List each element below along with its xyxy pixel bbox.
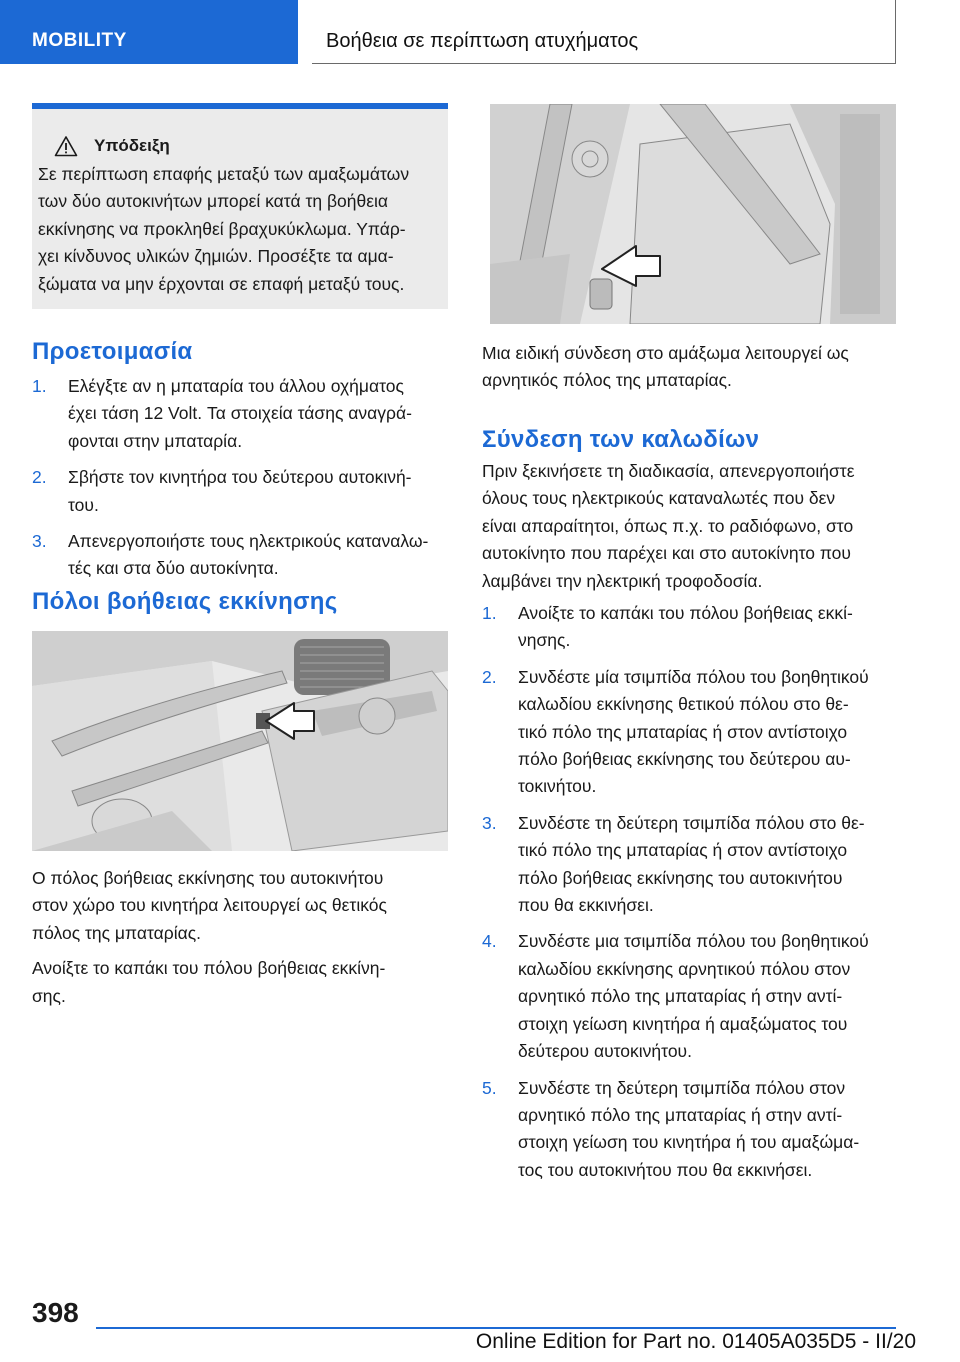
list-item [32,528,448,583]
note-header [54,135,170,157]
step-number: 1. [482,603,497,623]
text-line: αυτοκίνητο που παρέχει και στο αυτοκίνητο που [482,543,851,564]
preparation-heading: Προετοιμασία [32,338,193,365]
step-line: πόλο βοήθειας εκκίνησης του αυτοκινήτου [518,867,843,888]
ground-point-description [482,340,896,395]
step-line: πόλο βοήθειας εκκίνησης του δεύτερου αυ- [518,749,851,770]
text-line: αρνητικός πόλος της μπαταρίας. [482,370,732,391]
footer-divider [96,1327,896,1329]
step-line: του. [68,494,99,515]
step-line: τές και στα δύο αυτοκίνητα. [68,558,279,579]
list-item [482,1075,896,1185]
step-line: νησης. [518,630,571,651]
note-line: Σε περίπτωση επαφής μεταξύ των αμαξωμάτων [38,164,410,184]
step-line: Συνδέστε μια τσιμπίδα πόλου του βοηθητικού [518,931,869,952]
list-item [482,600,896,655]
text-line: Ανοίξτε το καπάκι του πόλου βοήθειας εκκίνη- [32,958,386,979]
section-tab-label: MOBILITY [32,30,127,51]
engine-bay-ground-point-photo [490,104,896,324]
step-line: τικό πόλο της μπαταρίας ή στον αντίστοιχο [518,721,848,742]
step-line: καλωδίου εκκίνησης αρνητικού πόλου στον [518,958,851,979]
step-line: στοιχη γείωση κινητήρα ή αμαξώματος του [518,1013,848,1034]
note-line: ξώματα να μην έρχονται σε επαφή μεταξύ τους. [38,273,405,294]
step-line: Συνδέστε τη δεύτερη τσιμπίδα πόλου στον [518,1077,846,1098]
text-line: όλους τους ηλεκτρικούς καταναλωτές που δεν [482,488,836,509]
note-line: χει κίνδυνος υλικών ζημιών. Προσέξτε τα αμα- [38,246,394,267]
jump-points-description [32,865,448,1010]
step-line: Σβήστε τον κινητήρα του δεύτερου αυτοκινή- [68,467,412,488]
step-line: στοιχη γείωση του κινητήρα ή του αμαξώμα- [518,1132,860,1153]
note-box [32,103,448,309]
text-line: Μια ειδική σύνδεση στο αμάξωμα λειτουργεί ως [482,343,849,363]
jump-points-heading: Πόλοι βοήθειας εκκίνησης [32,588,338,615]
step-line: αρνητικό πόλο της μπαταρίας ή στην αντί- [518,986,843,1007]
edition-text: Online Edition for Part no. 01405A035D5 - II/20 [475,1330,916,1353]
preparation-steps [32,373,448,583]
step-number: 1. [32,376,47,396]
chapter-title: Βοήθεια σε περίπτωση ατυχήματος [326,30,639,52]
text-line: Πριν ξεκινήσετε τη διαδικασία, απενεργοποιήστε [482,461,855,481]
engine-bay-positive-terminal-photo [32,631,448,851]
list-item [482,664,896,801]
step-line: Συνδέστε τη δεύτερη τσιμπίδα πόλου στο θε- [518,812,865,833]
step-line: που θα εκκινήσει. [518,895,654,916]
step-number: 5. [482,1077,497,1098]
step-number: 2. [32,467,47,488]
step-line: τοκινήτου. [518,776,597,797]
note-line: των δύο αυτοκινήτων μπορεί κατά τη βοήθεια [38,191,389,212]
step-line: αρνητικό πόλο της μπαταρίας ή στην αντί- [518,1104,843,1125]
note-line: εκκίνησης να προκληθεί βραχυκύκλωμα. Υπάρ- [38,218,406,239]
step-line: Απενεργοποιήστε τους ηλεκτρικούς καταναλω- [68,531,429,552]
list-item [32,373,448,455]
step-number: 3. [482,812,497,833]
paragraph [482,458,896,595]
step-line: έχει τάση 12 Volt. Τα στοιχεία τάσης αναγρά- [68,403,412,424]
note-title: Υπόδειξη [94,136,170,155]
step-number: 3. [32,531,47,552]
step-number: 2. [482,666,497,687]
paragraph [32,865,448,947]
chapter-header [312,0,896,64]
connecting-steps [482,600,896,1184]
paragraph [482,340,896,395]
text-line: σης. [32,985,66,1006]
list-item [482,928,896,1065]
text-line: λαμβάνει την ηλεκτρική τροφοδοσία. [482,570,763,591]
warning-triangle-icon [54,135,78,157]
text-line: στον χώρο του κινητήρα λειτουργεί ως θετικός [32,895,387,916]
step-line: τος του αυτοκινήτου που θα εκκινήσει. [518,1159,813,1180]
step-line: καλωδίου εκκίνησης θετικού πόλου στο θε- [518,694,849,715]
list-item [482,810,896,920]
text-line: Ο πόλος βοήθειας εκκίνησης του αυτοκινήτου [32,868,384,888]
step-line: Συνδέστε μία τσιμπίδα πόλου του βοηθητικού [518,666,869,687]
list-item [32,464,448,519]
connecting-heading: Σύνδεση των καλωδίων [482,426,760,453]
connecting-intro [482,458,896,595]
text-line: είναι απαραίτητοι, όπως π.χ. το ραδιόφωνο, στο [482,515,854,536]
step-line: φονται στην μπαταρία. [68,430,243,451]
section-tab [0,0,298,64]
step-line: δεύτερου αυτοκινήτου. [518,1041,692,1062]
step-line: Ανοίξτε το καπάκι του πόλου βοήθειας εκκί- [518,603,853,623]
text-line: πόλος της μπαταρίας. [32,922,201,943]
note-text [38,161,442,298]
paragraph [32,955,448,1010]
step-line: τικό πόλο της μπαταρίας ή στον αντίστοιχο [518,840,848,861]
step-line: Ελέγξτε αν η μπαταρία του άλλου οχήματος [68,376,404,396]
step-number: 4. [482,931,497,952]
page-number: 398 [32,1297,79,1328]
